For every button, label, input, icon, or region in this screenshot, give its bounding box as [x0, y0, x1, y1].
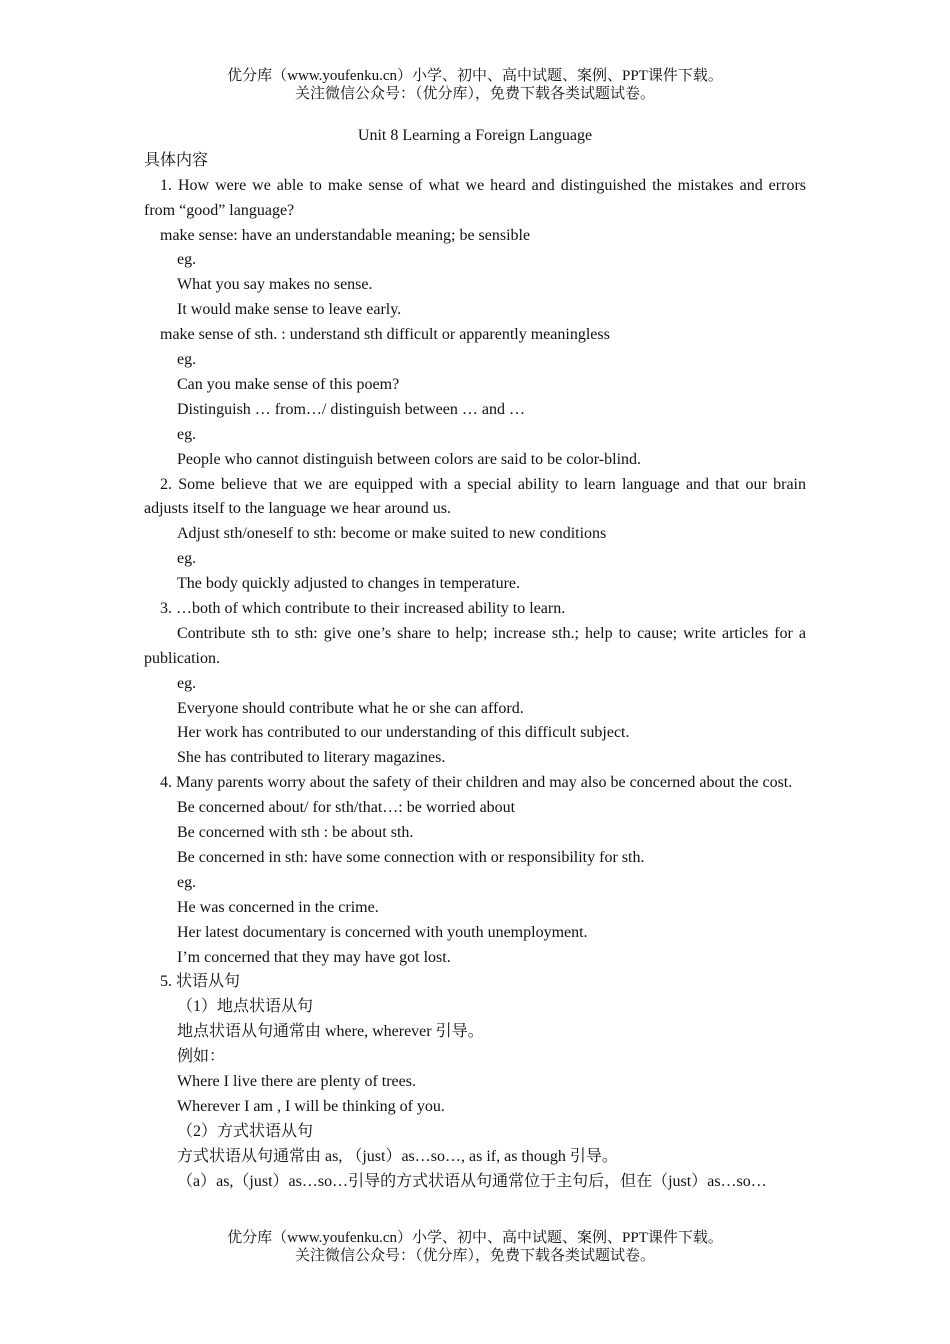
example-sentence: She has contributed to literary magazines. — [177, 749, 446, 767]
example-sentence: Her work has contributed to our understanding of this difficult subject. — [177, 724, 630, 742]
example-sentence: What you say makes no sense. — [177, 276, 373, 294]
note-line: （a）as,（just）as…so…引导的方式状语从句通常位于主句后，但在（just）as…so… — [177, 1172, 767, 1190]
eg-label: eg. — [177, 674, 197, 692]
eg-label: eg. — [177, 550, 197, 568]
eg-label: eg. — [177, 251, 197, 269]
example-label: 例如： — [177, 1048, 226, 1066]
note-line: 方式状语从句通常由 as, （just）as…so…, as if, as though 引导。 — [177, 1147, 618, 1165]
example-sentence: People who cannot distinguish between colors are said to be color-blind. — [177, 450, 642, 468]
point-1: 1. How were we able to make sense of what we heard and distinguished the mistakes and errors from “good” language? — [144, 176, 806, 219]
point-5: 5. 状语从句 — [160, 973, 241, 991]
footer-line-2: 关注微信公众号：（优分库），免费下载各类试题试卷。 — [294, 1248, 655, 1264]
document-body — [144, 124, 806, 1194]
definition-make-sense: make sense: have an understandable meaning; be sensible — [160, 226, 531, 244]
example-sentence: Where I live there are plenty of trees. — [177, 1072, 416, 1090]
section-heading: 具体内容 — [144, 151, 209, 169]
eg-label: eg. — [177, 351, 197, 369]
page-header — [0, 67, 950, 103]
example-sentence: Everyone should contribute what he or she can afford. — [177, 699, 524, 717]
example-sentence: I’m concerned that they may have got lost. — [177, 948, 451, 966]
definition-distinguish: Distinguish … from…/ distinguish between … and … — [177, 400, 525, 418]
subheading-place-clause: （1）地点状语从句 — [177, 998, 314, 1016]
note-line: 地点状语从句通常由 where, wherever 引导。 — [177, 1023, 484, 1041]
definition-concerned-about: Be concerned about/ for sth/that…: be worried about — [177, 799, 516, 817]
definition-make-sense-of: make sense of sth. : understand sth difficult or apparently meaningless — [160, 326, 610, 344]
document-title: Unit 8 Learning a Foreign Language — [357, 127, 593, 144]
example-sentence: Her latest documentary is concerned with youth unemployment. — [177, 923, 588, 941]
example-sentence: Can you make sense of this poem? — [177, 375, 400, 393]
definition-adjust: Adjust sth/oneself to sth: become or make suited to new conditions — [177, 525, 607, 543]
eg-label: eg. — [177, 425, 197, 443]
example-sentence: It would make sense to leave early. — [177, 301, 402, 319]
point-2: 2. Some believe that we are equipped with a special ability to learn language and that our brain adjusts itself to the language we hear around us. — [144, 475, 806, 518]
eg-label: eg. — [177, 873, 197, 891]
example-sentence: Wherever I am , I will be thinking of you. — [177, 1097, 445, 1115]
example-sentence: The body quickly adjusted to changes in temperature. — [177, 575, 521, 593]
subheading-manner-clause: （2）方式状语从句 — [177, 1122, 314, 1140]
footer-line-1: 优分库（www.youfenku.cn）小学、初中、高中试题、案例、PPT课件下载。 — [227, 1230, 723, 1246]
definition-concerned-in: Be concerned in sth: have some connection with or responsibility for sth. — [177, 848, 645, 866]
point-4: 4. Many parents worry about the safety of their children and may also be concerned about the cost. — [160, 774, 793, 792]
header-line-1: 优分库（www.youfenku.cn）小学、初中、高中试题、案例、PPT课件下载。 — [227, 68, 723, 84]
point-3: 3. …both of which contribute to their increased ability to learn. — [160, 599, 566, 617]
page-footer — [0, 1229, 950, 1265]
definition-concerned-with: Be concerned with sth : be about sth. — [177, 824, 414, 842]
definition-contribute: Contribute sth to sth: give one’s share to help; increase sth.; help to cause; write articles for a publication. — [144, 624, 806, 667]
header-line-2: 关注微信公众号：（优分库），免费下载各类试题试卷。 — [294, 86, 655, 102]
example-sentence: He was concerned in the crime. — [177, 898, 379, 916]
